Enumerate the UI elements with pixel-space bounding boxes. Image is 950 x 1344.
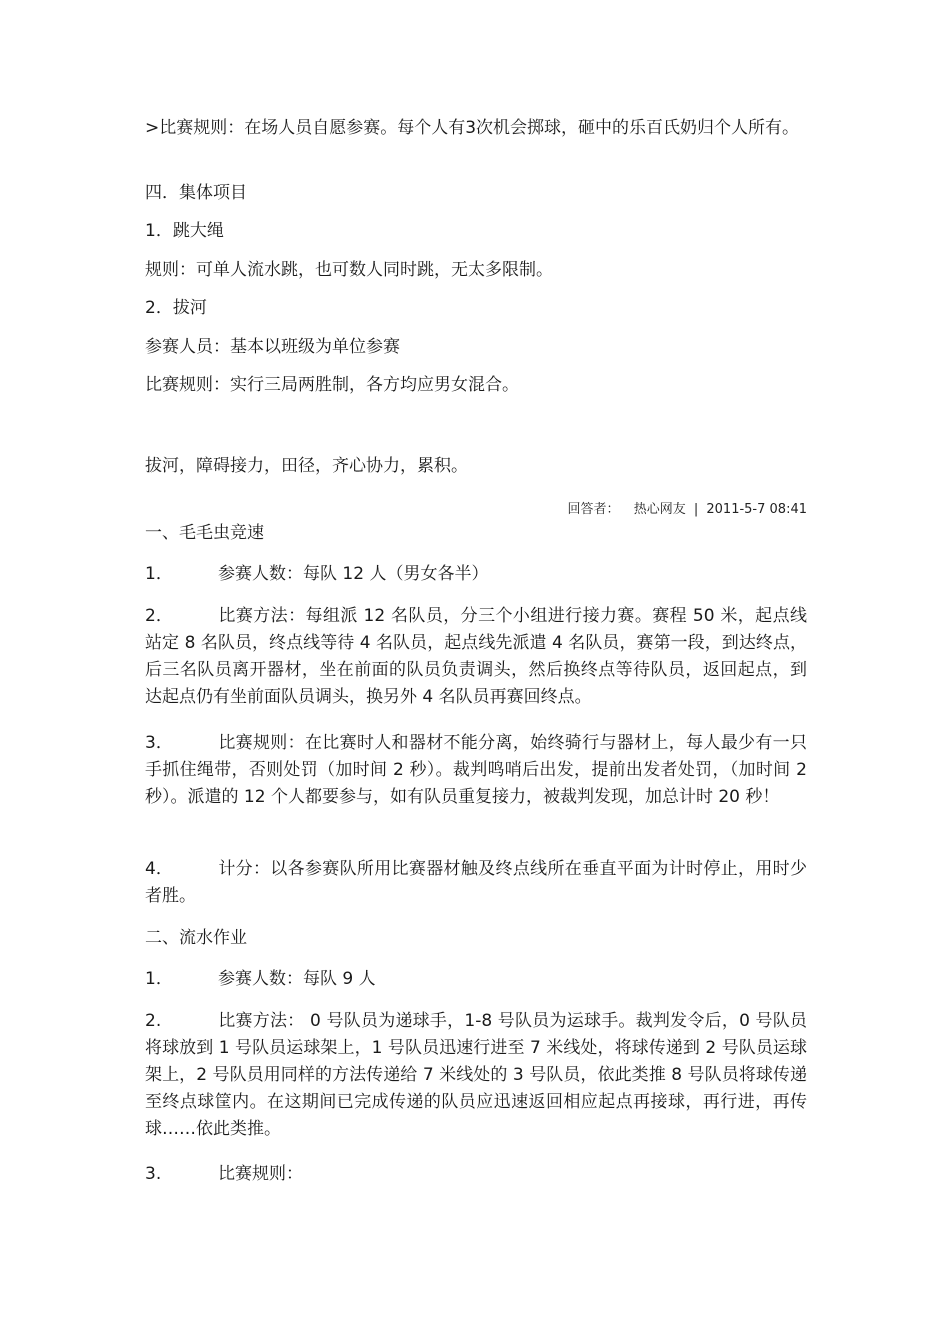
list-text: 参赛人数：每队 9 人 <box>218 969 376 989</box>
list-text: 比赛方法：每组派 12 名队员，分三个小组进行接力赛。赛程 50 米，起点线站定 8 名队员，终点线等待 4 名队员，起点线先派遣 4 名队员，赛第一段，到达终点，后三名队员离开器材，坐在前面的队员负责调头，然后换终点等待队员，返回起点，到达起点仍有坐前面队员调头，换另外 4 名队员再赛回终点。 <box>145 606 807 707</box>
answer-meta <box>568 500 807 520</box>
list-number: 4． <box>145 859 173 879</box>
list-text: 比赛规则： <box>218 1164 303 1184</box>
list-number: 2. <box>145 1011 162 1031</box>
list-number: 2． <box>145 606 173 626</box>
heading-group-events: 四．集体项目 <box>145 183 247 203</box>
list-item <box>145 603 807 711</box>
list-text: 计分：以各参赛队所用比赛器材触及终点线所在垂直平面为计时停止，用时少者胜。 <box>145 859 807 906</box>
list-text: 比赛方法： 0 号队员为递球手，1-8 号队员为运球手。裁判发令后，0 号队员将球放到 1 号队员运球架上，1 号队员迅速行进至 7 米线处，将球传递到 2 号队员运球架上，2 号队员用同样的方法传递给 7 米线处的 3 号队员，依此类推 8 号队员将球传递至终点球筐内。在这期间已完成传递的队员应迅速返回相应起点再接球，再行进，再传球……依此类推。 <box>145 1011 807 1139</box>
paragraph-tug-rules: 比赛规则：实行三局两胜制，各方均应男女混合。 <box>145 375 519 395</box>
heading-assembly-line: 二、流水作业 <box>145 928 247 948</box>
item-jump-rope: 1．跳大绳 <box>145 221 224 241</box>
list-item <box>145 1008 807 1143</box>
answer-label: 回答者： <box>567 502 620 517</box>
item-tug-of-war: 2．拔河 <box>145 298 207 318</box>
list-number: 3. <box>145 1164 162 1184</box>
list-text: 比赛规则：在比赛时人和器材不能分离，始终骑行与器材上，每人最少有一只手抓住绳带，否则处罚（加时间 2 秒）。裁判鸣哨后出发，提前出发者处罚，（加时间 2 秒）。派遣的 12 个人都要参与，如有队员重复接力，被裁判发现，加总计时 20 秒！ <box>145 733 807 807</box>
list-item <box>145 561 807 588</box>
list-item <box>145 1161 807 1188</box>
list-item <box>145 966 807 993</box>
meta-separator: | <box>693 502 699 517</box>
list-number: 1． <box>145 969 173 989</box>
paragraph-rules-throw: >比赛规则：在场人员自愿参赛。每个人有3次机会掷球，砸中的乐百氏奶归个人所有。 <box>145 118 800 138</box>
paragraph-answer-summary: 拔河，障碍接力，田径，齐心协力，累积。 <box>145 456 468 476</box>
answer-time: 2011-5-7 08:41 <box>706 502 807 517</box>
list-text: 参赛人数：每队 12 人（男女各半） <box>218 564 489 584</box>
list-item <box>145 856 807 910</box>
list-number: 1． <box>145 564 173 584</box>
list-item <box>145 730 807 811</box>
paragraph-jump-rope-rules: 规则：可单人流水跳，也可数人同时跳，无太多限制。 <box>145 260 553 280</box>
paragraph-participants: 参赛人员：基本以班级为单位参赛 <box>145 337 400 357</box>
heading-caterpillar-race: 一、毛毛虫竞速 <box>145 523 264 543</box>
answer-user: 热心网友 <box>633 502 686 517</box>
list-number: 3． <box>145 733 173 753</box>
